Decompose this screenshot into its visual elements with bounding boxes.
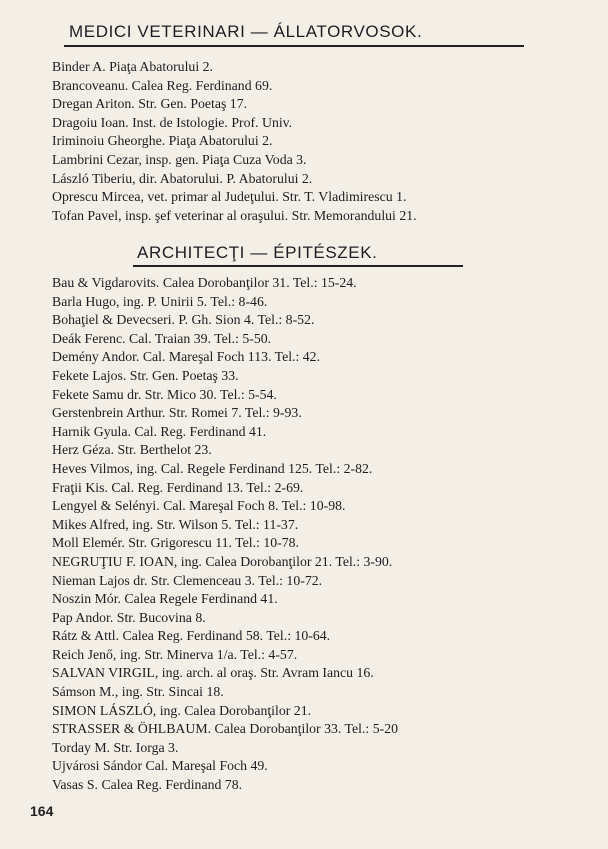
section-heading-architects: ARCHITECŢI — ÉPITÉSZEK. [137,243,378,262]
page-number: 164 [30,803,54,819]
list-item: Harnik Gyula. Cal. Reg. Ferdinand 41. [52,423,267,439]
list-item: Gerstenbrein Arthur. Str. Romei 7. Tel.: 9-93. [52,405,302,421]
veterinarian-list [52,58,417,225]
list-item: Torday M. Str. Iorga 3. [52,739,179,755]
list-item: Moll Elemér. Str. Grigorescu 11. Tel.: 10-78. [52,535,299,551]
list-item: Mikes Alfred, ing. Str. Wilson 5. Tel.: 11-37. [52,516,299,532]
heading-rule [64,45,524,47]
list-item: Bau & Vigdarovits. Calea Dorobanţilor 31. Tel.: 15-24. [52,275,357,290]
list-item: Herz Géza. Str. Berthelot 23. [52,442,212,458]
list-item: Pap Andor. Str. Bucovina 8. [52,609,206,625]
list-item: Sámson M., ing. Str. Sincai 18. [52,684,224,700]
list-item: Brancoveanu. Calea Reg. Ferdinand 69. [52,77,273,93]
list-item: NEGRUŢIU F. IOAN, ing. Calea Dorobanţilor 21. Tel.: 3-90. [52,553,393,569]
list-item: Dragoiu Ioan. Inst. de Istologie. Prof. Univ. [52,114,293,130]
section-heading-veterinarians: MEDICI VETERINARI — ÁLLATORVOSOK. [69,22,423,41]
list-item: Iriminoiu Gheorghe. Piaţa Abatorului 2. [52,133,273,149]
list-item: SIMON LÁSZLÓ, ing. Calea Dorobanţilor 21. [52,702,312,718]
list-item: Fraţii Kis. Cal. Reg. Ferdinand 13. Tel.: 2-69. [52,479,304,495]
list-item: Bohaţiel & Devecseri. P. Gh. Sion 4. Tel.: 8-52. [52,312,315,328]
list-item: Oprescu Mircea, vet. primar al Judeţului. Str. T. Vladimirescu 1. [52,189,407,205]
list-item: Demény Andor. Cal. Mareşal Foch 113. Tel.: 42. [52,349,321,365]
architect-list [52,274,398,795]
list-item: Rátz & Attl. Calea Reg. Ferdinand 58. Tel.: 10-64. [52,628,331,644]
list-item: László Tiberiu, dir. Abatorului. P. Abatorului 2. [52,170,313,186]
list-item: STRASSER & ÖHLBAUM. Calea Dorobanţilor 33. Tel.: 5-20 [52,721,398,737]
list-item: Vasas S. Calea Reg. Ferdinand 78. [52,777,243,793]
list-item: Dregan Ariton. Str. Gen. Poetaş 17. [52,96,248,112]
list-item: Lambrini Cezar, insp. gen. Piaţa Cuza Voda 3. [52,151,307,167]
list-item: Fekete Lajos. Str. Gen. Poetaş 33. [52,367,239,383]
list-item: Deák Ferenc. Cal. Traian 39. Tel.: 5-50. [52,330,272,346]
list-item: Ujvárosi Sándor Cal. Mareşal Foch 49. [52,758,268,774]
heading-rule [133,265,463,267]
list-item: Tofan Pavel, insp. şef veterinar al oraşului. Str. Memorandului 21. [52,207,417,223]
list-item: Reich Jenő, ing. Str. Minerva 1/a. Tel.: 4-57. [52,646,298,662]
list-item: Fekete Samu dr. Str. Mico 30. Tel.: 5-54. [52,386,277,402]
list-item: Lengyel & Selényi. Cal. Mareşal Foch 8. Tel.: 10-98. [52,498,346,514]
list-item: Nieman Lajos dr. Str. Clemenceau 3. Tel.: 10-72. [52,572,323,588]
list-item: Noszin Mór. Calea Regele Ferdinand 41. [52,591,278,607]
list-item: SALVAN VIRGIL, ing. arch. al oraş. Str. Avram Iancu 16. [52,665,374,681]
list-item: Heves Vilmos, ing. Cal. Regele Ferdinand 125. Tel.: 2-82. [52,460,373,476]
list-item: Binder A. Piaţa Abatorului 2. [52,59,213,74]
list-item: Barla Hugo, ing. P. Unirii 5. Tel.: 8-46. [52,293,268,309]
